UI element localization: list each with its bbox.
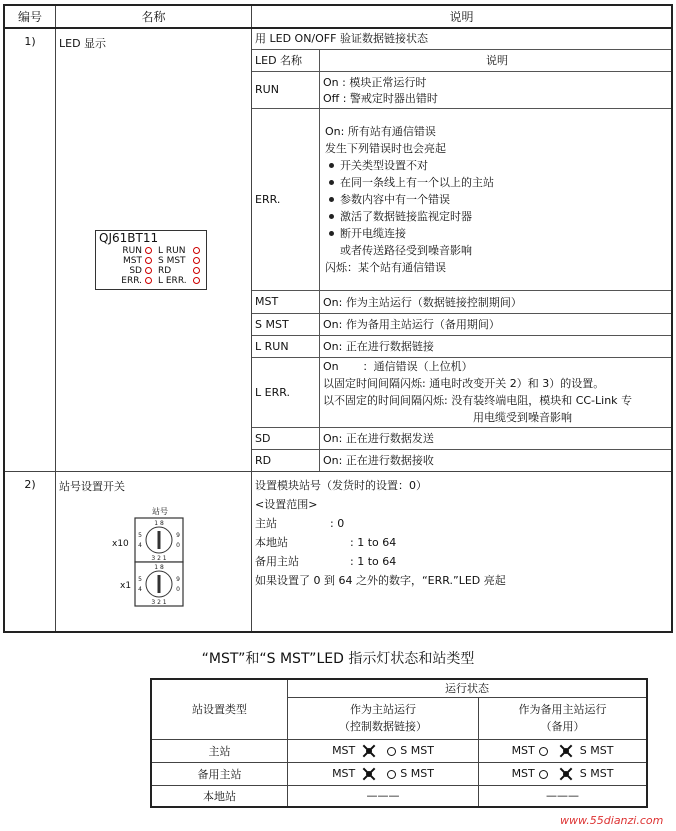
row-local-as-standby: ——— (479, 785, 648, 807)
led-panel-diagram (95, 230, 207, 290)
led-smst-indicator: S MST (158, 256, 202, 266)
led-row-lrun (252, 335, 671, 357)
led-sd-indicator: SD (100, 266, 152, 276)
led-run-name: RUN (252, 71, 320, 108)
row-master-as-standby: MST S MST (479, 739, 648, 762)
lerr-line2: 以固定时间间隔闪烁: 通电时改变开关 2）和 3）的设置。 (323, 377, 605, 390)
led-run-line2: Off : 警戒定时器出错时 (323, 91, 438, 105)
svg-text:0: 0 (176, 542, 180, 549)
led-row-lerr (252, 357, 671, 427)
svg-text:3 2 1: 3 2 1 (151, 599, 167, 606)
led-row-smst (252, 313, 671, 335)
led-off-icon (387, 770, 396, 779)
switch-x1-label: x1 (120, 581, 132, 591)
row2-name: 站号设置开关 (59, 480, 125, 493)
row-local-as-master: ——— (288, 785, 479, 807)
led-on-icon (560, 768, 572, 780)
led-on-icon (363, 745, 375, 757)
status-row-master (151, 739, 647, 762)
led-off-icon (539, 747, 548, 756)
led-icon (145, 247, 152, 254)
bullet-icon (329, 180, 334, 185)
h-operation-status: 运行状态 (288, 679, 648, 697)
led-icon (193, 257, 200, 264)
svg-text:1 8: 1 8 (154, 520, 164, 527)
header-name: 名称 (56, 5, 252, 28)
led-lrun-name: L RUN (252, 335, 320, 357)
led-icon (145, 277, 152, 284)
led-off-icon (387, 747, 396, 756)
svg-text:4: 4 (138, 542, 142, 549)
led-mst-indicator: MST (100, 256, 152, 266)
station-switch-diagram (112, 505, 202, 610)
switch-x10-label: x10 (112, 539, 129, 549)
err-bullet-1: 开关类型设置不对 (325, 157, 671, 174)
row1-intro: 用 LED ON/OFF 验证数据链接状态 (252, 29, 671, 50)
h-station-type: 站设置类型 (151, 679, 288, 739)
err-line2: 发生下列错误时也会亮起 (325, 141, 446, 155)
led-err-name: ERR. (252, 108, 320, 290)
row-master-label: 主站 (151, 739, 288, 762)
row-master-as-master: MST S MST (288, 739, 479, 762)
led-lrun-indicator: L RUN (158, 246, 202, 256)
svg-text:0: 0 (176, 586, 180, 593)
led-err-desc (320, 108, 672, 290)
led-err-indicator: ERR. (100, 276, 152, 286)
led-lerr-desc (320, 357, 672, 427)
led-rd-indicator: RD (158, 266, 202, 276)
led-on-icon (363, 768, 375, 780)
led-mst-name: MST (252, 290, 320, 313)
bullet-icon (329, 163, 334, 168)
svg-text:5: 5 (138, 532, 142, 539)
err-bullet-4: 激活了数据链接监视定时器 (325, 208, 671, 225)
sub-led-name: LED 名称 (252, 50, 320, 71)
row2-line2: <设置范围> (255, 498, 318, 511)
header-num: 编号 (4, 5, 56, 28)
err-bullet-2: 在同一条线上有一个以上的主站 (325, 174, 671, 191)
sub-desc: 说明 (320, 50, 672, 71)
lerr-line1: On ：通信错误（上位机） (323, 360, 473, 373)
led-lrun-desc: On: 正在进行数据链接 (320, 335, 672, 357)
led-smst-name: S MST (252, 313, 320, 335)
row2-num: 2) (4, 472, 56, 632)
led-lerr-indicator: L ERR. (158, 276, 202, 286)
led-rd-desc: On: 正在进行数据接收 (323, 454, 434, 468)
led-icon (145, 257, 152, 264)
err-line3: 或者传送路径受到噪音影响 (340, 243, 472, 257)
led-run-indicator: RUN (100, 246, 152, 256)
table-header-row (4, 5, 672, 28)
row-standby-label: 备用主站 (151, 762, 288, 785)
row2-line6: 如果设置了 0 到 64 之外的数字，“ERR.”LED 亮起 (255, 574, 506, 587)
led-row-mst (252, 290, 671, 313)
row2-local: 本地站 : 1 to 64 (255, 536, 397, 549)
led-subheader-row (252, 50, 671, 71)
row1-num: 1) (4, 28, 56, 472)
svg-text:5: 5 (138, 576, 142, 583)
led-on-icon (560, 745, 572, 757)
led-mst-desc: On: 作为主站运行（数据链接控制期间） (320, 290, 672, 313)
row2-master: 主站 : 0 (255, 517, 345, 530)
mst-status-table (150, 678, 648, 808)
led-row-err (252, 108, 671, 290)
svg-text:3 2 1: 3 2 1 (151, 555, 167, 562)
led-run-line1: On : 模块正常运行时 (323, 75, 427, 89)
svg-text:9: 9 (176, 576, 180, 583)
led-row-run (252, 71, 671, 108)
svg-text:1 8: 1 8 (154, 564, 164, 571)
row2-desc-cell (252, 472, 673, 632)
h-as-master: 作为主站运行 （控制数据链接） (288, 697, 479, 739)
lerr-line4: 用电缆受到噪音影响 (473, 411, 572, 424)
err-bullet-3: 参数内容中有一个错误 (325, 191, 671, 208)
row1-name: LED 显示 (59, 37, 107, 50)
row-standby-as-standby: MST S MST (479, 762, 648, 785)
err-line1: On: 所有站有通信错误 (325, 124, 436, 138)
led-icon (193, 247, 200, 254)
switch-title: 站号 (152, 507, 168, 516)
led-icon (193, 267, 200, 274)
led-sd-desc: On: 正在进行数据发送 (320, 427, 672, 449)
led-lerr-name: L ERR. (252, 357, 320, 427)
led-off-icon (539, 770, 548, 779)
panel-title: QJ61BT11 (99, 231, 159, 245)
watermark: www.55dianzi.com (560, 814, 664, 827)
table-row-station-switch (4, 472, 672, 632)
bullet-icon (329, 231, 334, 236)
led-icon (193, 277, 200, 284)
led-spec-table (3, 4, 673, 633)
lerr-line3: 以不固定的时间间隔闪烁: 没有装终端电阻，模块和 CC-Link 专 (323, 394, 633, 407)
led-sd-name: SD (252, 427, 320, 449)
led-row-rd (252, 449, 671, 471)
lower-table-title: “MST”和“S MST”LED 指示灯状态和站类型 (201, 651, 475, 667)
led-detail-table (252, 50, 671, 471)
header-desc: 说明 (252, 5, 673, 28)
led-rd-name: RD (252, 449, 320, 471)
row2-standby: 备用主站 : 1 to 64 (255, 555, 397, 568)
h-as-standby: 作为备用主站运行 （备用） (479, 697, 648, 739)
led-icon (145, 267, 152, 274)
svg-text:9: 9 (176, 532, 180, 539)
status-row-local (151, 785, 647, 807)
row2-line1: 设置模块站号（发货时的设置：0） (255, 479, 427, 492)
bullet-icon (329, 214, 334, 219)
led-run-desc (320, 71, 672, 108)
row1-desc-cell (252, 28, 673, 472)
row-local-label: 本地站 (151, 785, 288, 807)
panel-left-leds (100, 246, 152, 286)
status-row-standby (151, 762, 647, 785)
row-standby-as-master: MST S MST (288, 762, 479, 785)
rotary-switch-icon (134, 517, 184, 607)
status-header-row (151, 679, 647, 697)
led-row-sd (252, 427, 671, 449)
led-smst-desc: On: 作为备用主站运行（备用期间） (320, 313, 672, 335)
err-bullet-5: 断开电缆连接 (325, 225, 671, 242)
panel-right-leds (158, 246, 202, 286)
bullet-icon (329, 197, 334, 202)
err-line4: 闪烁：某个站有通信错误 (325, 260, 446, 274)
svg-text:4: 4 (138, 586, 142, 593)
